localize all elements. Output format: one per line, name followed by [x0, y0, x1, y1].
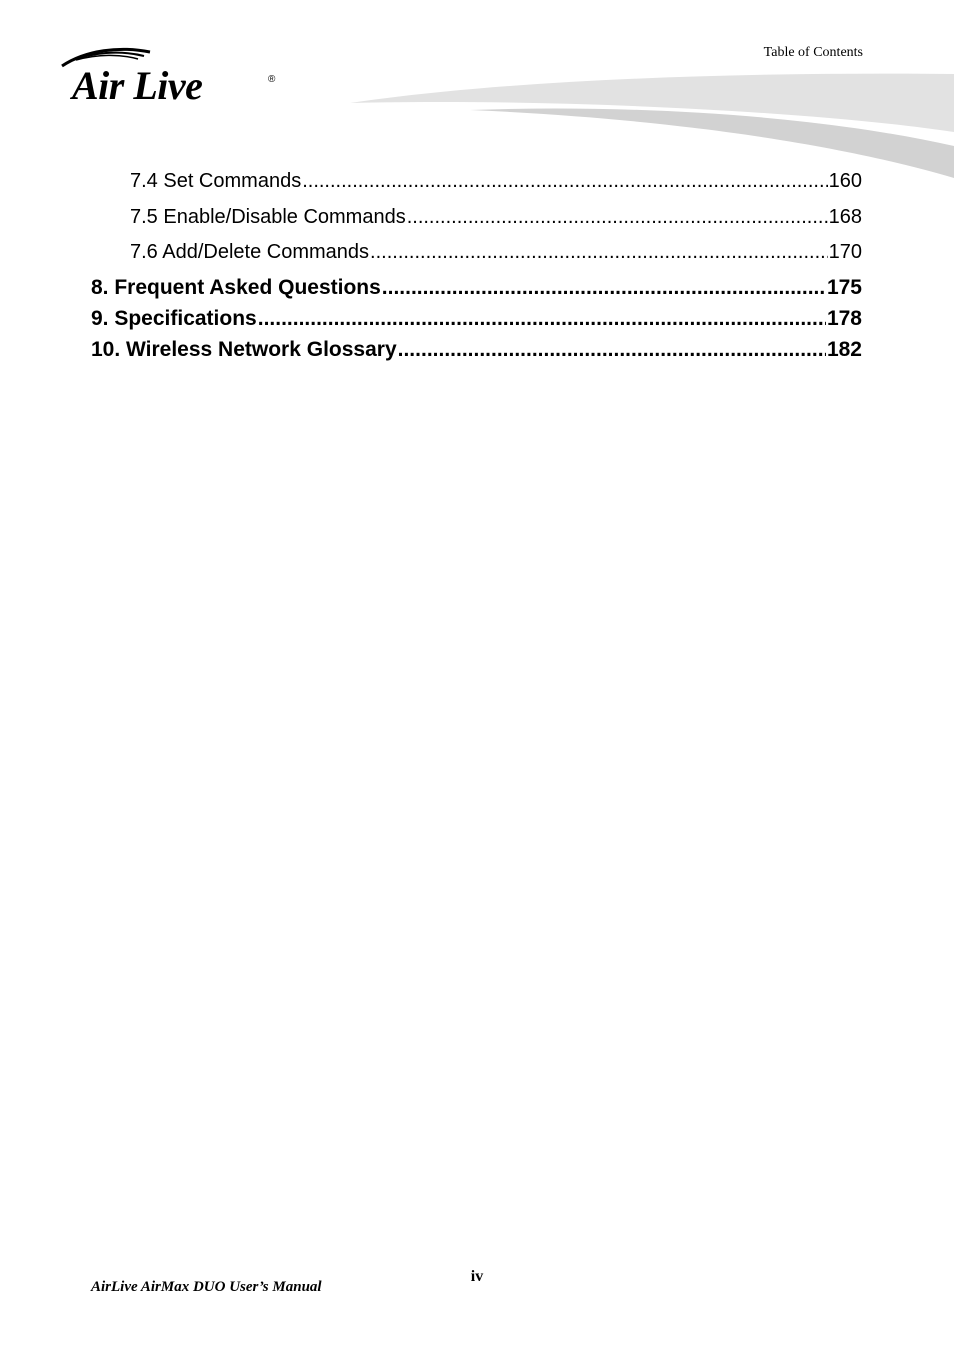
toc-dot-leader	[302, 166, 827, 196]
toc-entry-title: 9. Specifications	[91, 306, 257, 330]
toc-entry[interactable]	[91, 166, 862, 202]
toc-dot-leader	[407, 202, 828, 232]
toc-dot-leader	[258, 304, 826, 334]
toc-entry-page: 168	[828, 205, 862, 228]
toc-entry-page: 160	[828, 170, 862, 192]
airlive-logo	[58, 44, 288, 110]
toc-entry-title: 7.6 Add/Delete Commands	[130, 241, 370, 263]
toc-entry-title: 7.4 Set Commands	[130, 170, 302, 192]
toc-dot-leader	[398, 335, 826, 365]
toc-dot-leader	[370, 237, 828, 267]
toc-entry-page: 175	[826, 275, 862, 299]
toc-entry[interactable]	[91, 304, 862, 335]
table-of-contents	[91, 166, 862, 366]
toc-entry[interactable]	[91, 273, 862, 304]
toc-entry-title: 7.5 Enable/Disable Commands	[130, 205, 406, 228]
toc-entry-page: 170	[828, 241, 862, 263]
toc-entry[interactable]	[91, 335, 862, 366]
toc-entry[interactable]	[91, 237, 862, 273]
toc-dot-leader	[382, 273, 826, 303]
registered-mark: ®	[268, 74, 276, 85]
page-number: iv	[470, 1268, 484, 1285]
toc-entry-title: 8. Frequent Asked Questions	[91, 275, 381, 299]
footer-manual-title: AirLive AirMax DUO User’s Manual	[91, 1279, 322, 1295]
toc-entry-page: 182	[826, 337, 862, 361]
toc-entry-title: 10. Wireless Network Glossary	[91, 337, 397, 361]
toc-entry-page: 178	[826, 306, 862, 330]
running-header-title: Table of Contents	[763, 45, 863, 60]
logo-wordmark: Air Live	[72, 63, 203, 108]
toc-entry[interactable]	[91, 202, 862, 238]
